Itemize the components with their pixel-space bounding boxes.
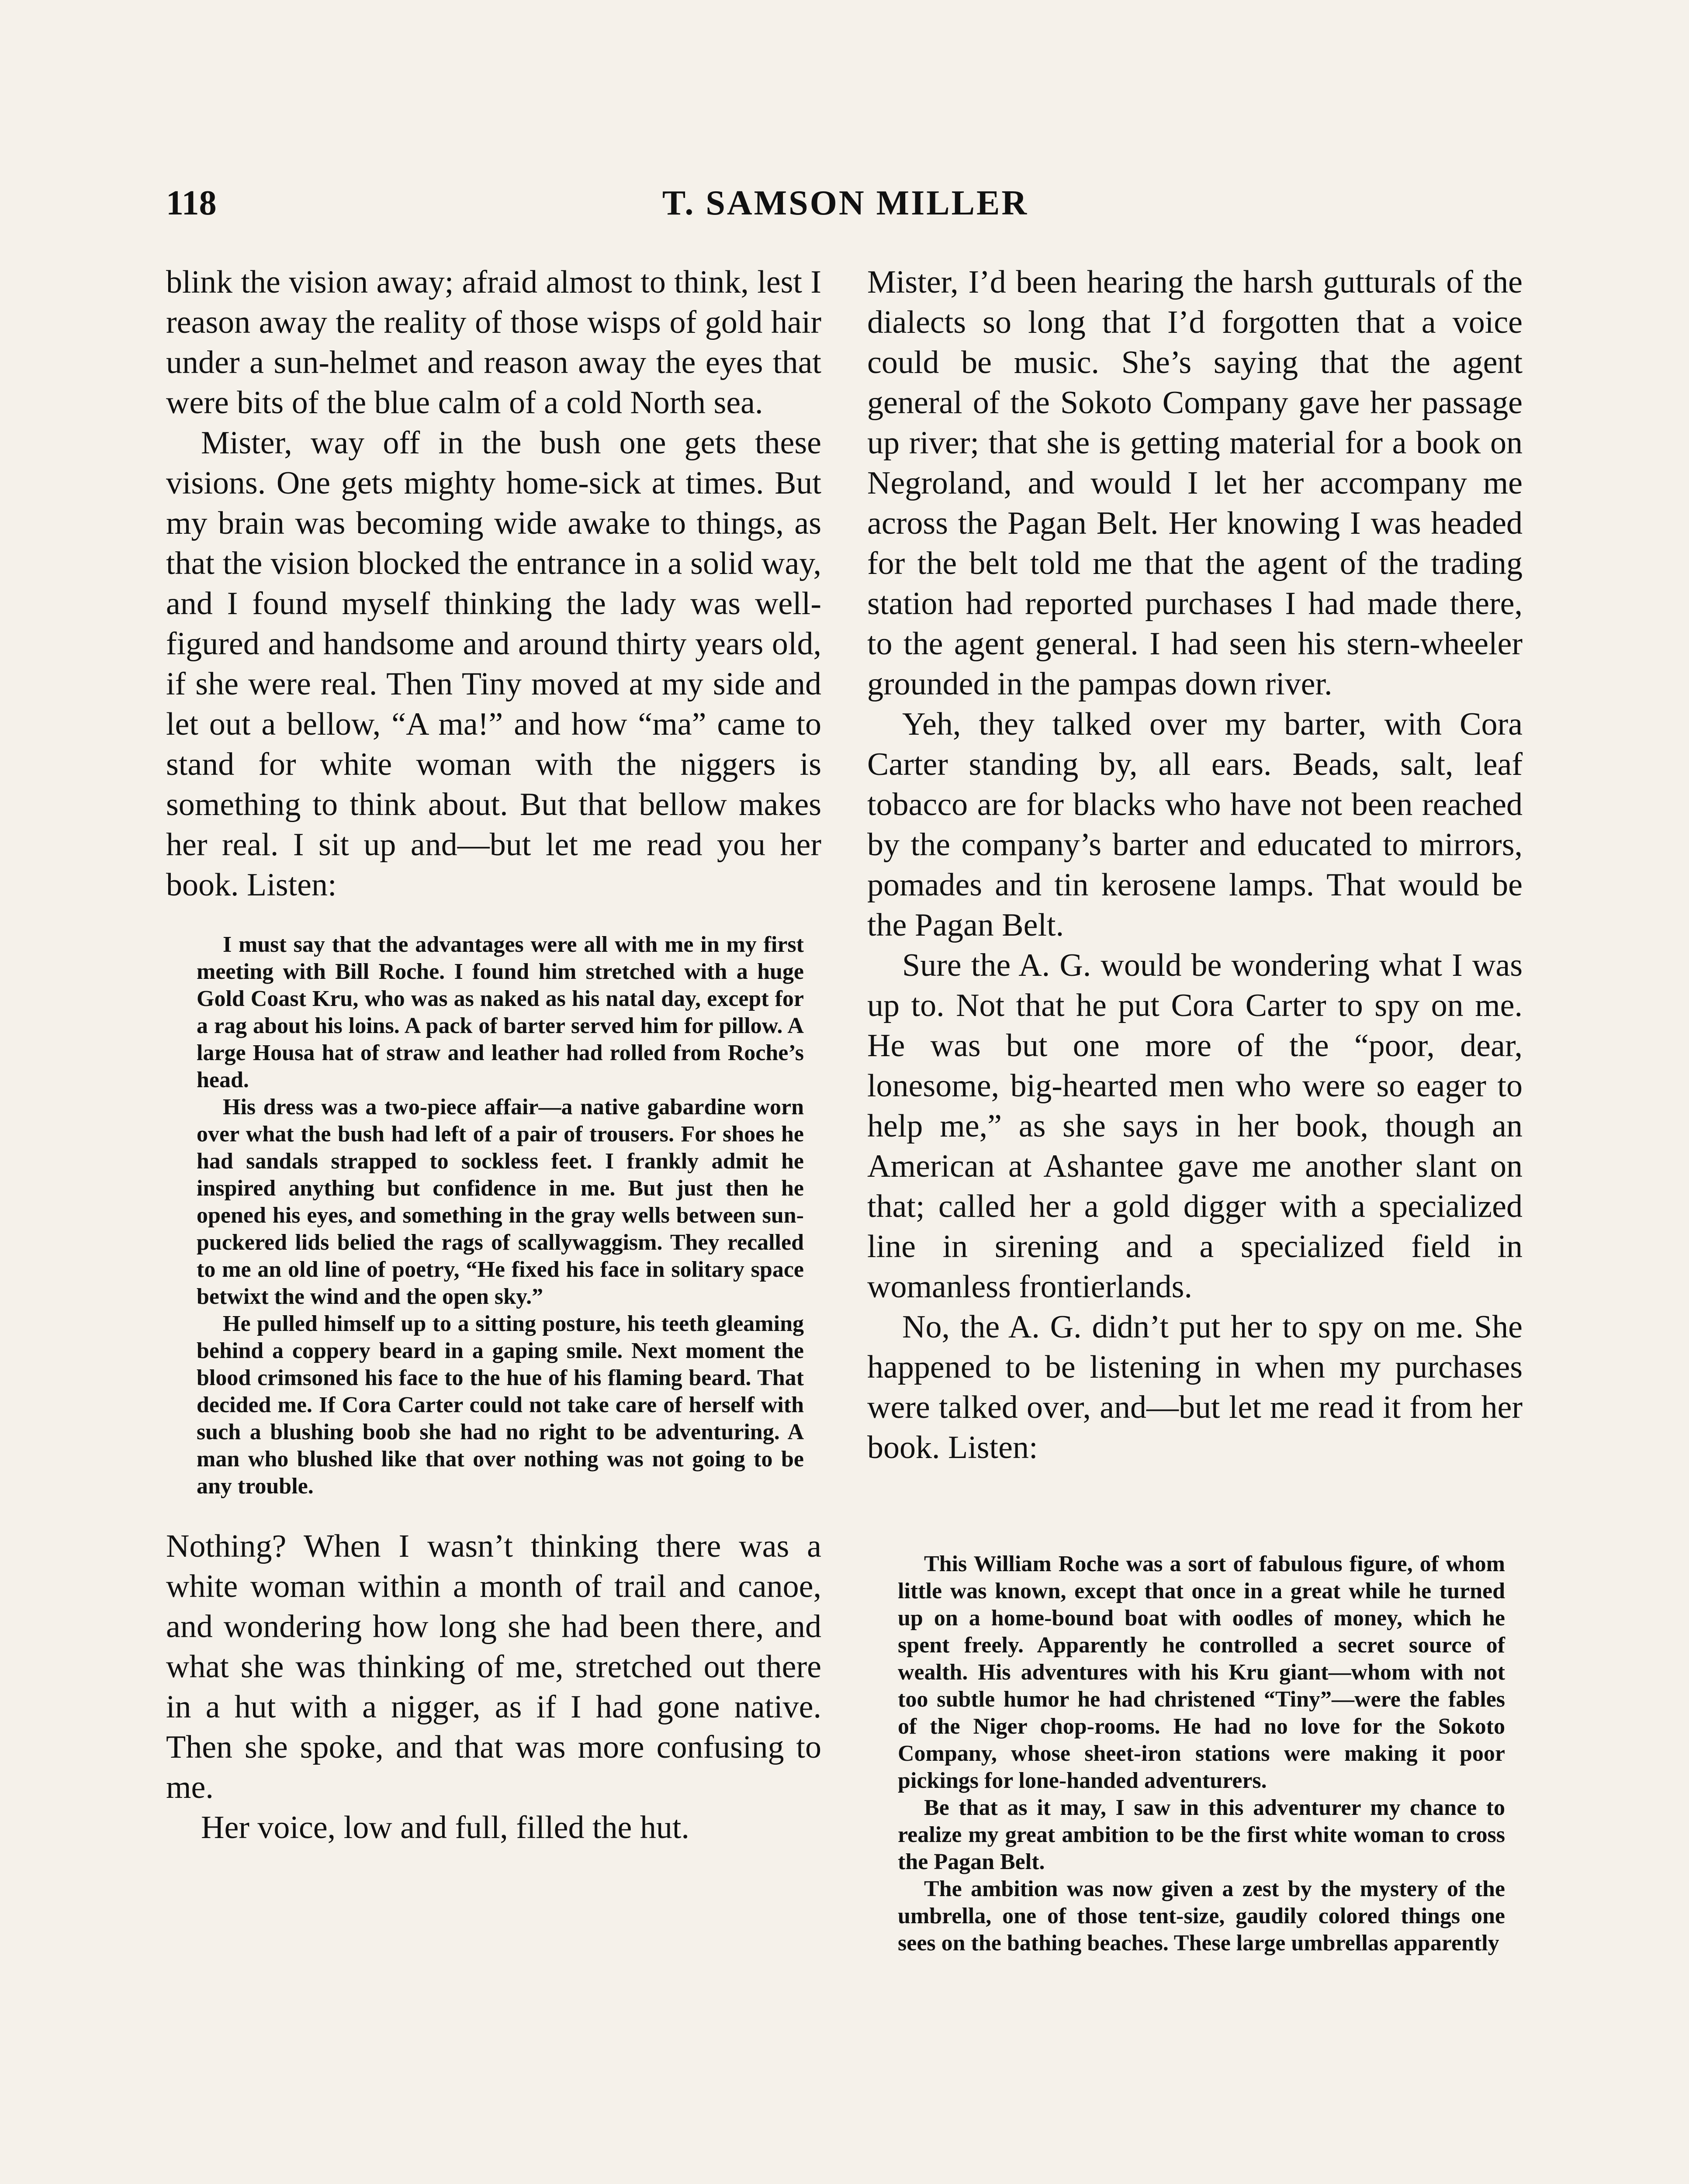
running-head: T. SAMSON MILLER	[662, 184, 1029, 222]
page-header	[166, 179, 1525, 227]
extract-paragraph: Be that as it may, I saw in this adventurer my chance to realize my great ambition to be the first white woman to cross the Pagan Belt.	[898, 1795, 1505, 1874]
right-column	[867, 262, 1523, 1983]
right-book-extract	[898, 1551, 1505, 1957]
extract-paragraph: I must say that the advantages were all with me in my first meeting with Bill Roche. I found him stretched with a huge Gold Coast Kru, who was as naked as his natal day, except for a rag about his loins. A pack of barter served him for pillow. A large Housa hat of straw and leather had rolled from Roche’s head.	[197, 932, 804, 1092]
extract-paragraph: This William Roche was a sort of fabulous figure, of whom little was known, except that once in a great while he turned up on a home-bound boat with oodles of money, which he spent freely. Apparently he controlled a secret source of wealth. His adventures with his Kru giant—whom with not too subtle humor he had christened “Tiny”—were the fables of the Niger chop-rooms. He had no love for the Sokoto Company, whose sheet-iron stations were making it poor pickings for lone-handed adventurers.	[898, 1552, 1505, 1793]
extract-paragraph: The ambition was now given a zest by the mystery of the umbrella, one of those tent-size, gaudily colored things one sees on the bathing beaches. These large umbrellas apparently	[898, 1876, 1505, 1956]
right-paragraph-3: Sure the A. G. would be wondering what I was up to. Not that he put Cora Carter to spy on me. He was but one more of the “poor, dear, lonesome, big-hearted men who were so eager to help me,” as she says in her book, though an American at Ashantee gave me another slant on that; called her a gold digger with a specialized line in sirening and a specialized field in womanless frontierlands.	[867, 947, 1523, 1305]
right-paragraph-1: Mister, I’d been hearing the harsh gutturals of the dialects so long that I’d forgotten that a voice could be music. She’s saying that the agent general of the Sokoto Company gave her passage up river; that she is getting material for a book on Negroland, and would I let her accompany me across the Pagan Belt. Her knowing I was headed for the belt told me that the agent of the trading station had reported purchases I had made there, to the agent general. I had seen his stern-wheeler grounded in the pampas down river.	[867, 264, 1523, 702]
left-column	[166, 262, 821, 1848]
left-paragraph-1: blink the vision away; afraid almost to think, lest I reason away the reality of those wisps of gold hair under a sun-helmet and reason away the eyes that were bits of the blue calm of a cold North sea.	[166, 264, 821, 421]
extract-paragraph: His dress was a two-piece affair—a native gabardine worn over what the bush had left of a pair of trousers. For shoes he had sandals strapped to sockless feet. I frankly admit he inspired anything but confidence in me. But just then he opened his eyes, and something in the gray wells between sun-puckered lids belied the rags of scallywaggism. They recalled to me an old line of poetry, “He fixed his face in solitary space betwixt the wind and the open sky.”	[197, 1095, 804, 1309]
right-paragraph-2: Yeh, they talked over my barter, with Cora Carter standing by, all ears. Beads, salt, leaf tobacco are for blacks who have not been reached by the company’s barter and educated to mirrors, pomades and tin kerosene lamps. That would be the Pagan Belt.	[867, 706, 1523, 943]
left-paragraph-3: Nothing? When I wasn’t thinking there was a white woman within a month of trail and canoe, and wondering how long she had been there, and what she was thinking of me, stretched out there in a hut with a nigger, as if I had gone native. Then she spoke, and that was more confusing to me.	[166, 1528, 821, 1805]
right-paragraph-4: No, the A. G. didn’t put her to spy on me. She happened to be listening in when my purchases were talked over, and—but let me read it from her book. Listen:	[867, 1309, 1523, 1465]
left-paragraph-2: Mister, way off in the bush one gets these visions. One gets mighty home-sick at times. But my brain was becoming wide awake to things, as that the vision blocked the entrance in a solid way, and I found myself thinking the lady was well-figured and handsome and around thirty years old, if she were real. Then Tiny moved at my side and let out a bellow, “A ma!” and how “ma” came to stand for white woman with the niggers is something to think about. But that bellow makes her real. I sit up and—but let me read you her book. Listen:	[166, 425, 821, 903]
page-number: 118	[166, 184, 217, 222]
left-paragraph-4: Her voice, low and full, filled the hut.	[201, 1810, 689, 1845]
left-book-extract	[197, 931, 804, 1500]
section-gap	[867, 1468, 1523, 1524]
extract-paragraph: He pulled himself up to a sitting posture, his teeth gleaming behind a coppery beard in a gaping smile. Next moment the blood crimsoned his face to the hue of his flaming beard. That decided me. If Cora Carter could not take care of herself with such a blushing boob she had no right to be adventuring. A man who blushed like that over nothing was not going to be any trouble.	[197, 1311, 804, 1499]
